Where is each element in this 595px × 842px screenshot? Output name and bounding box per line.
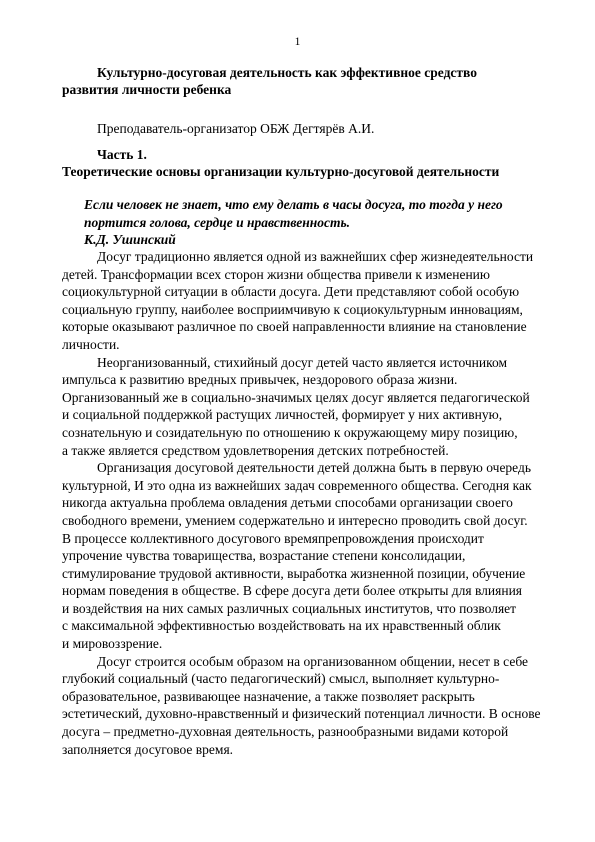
- body-line: детей. Трансформации всех сторон жизни общества привели к изменению: [62, 266, 490, 282]
- section-subtitle: Теоретические основы организации культурно-досуговой деятельности: [62, 164, 500, 179]
- part-heading: Часть 1.: [97, 147, 147, 162]
- body-line: Досуг традиционно является одной из важнейших сфер жизнедеятельности: [97, 249, 534, 264]
- body-line: глубокий социальный (часто педагогический) смысл, выполняет культурно-: [62, 671, 500, 687]
- body-line: досуга – предметно-духовная деятельность, разнообразными видами которой: [62, 724, 509, 740]
- body-line: стимулирование трудовой активности, выработка жизненной позиции, обучение: [62, 565, 526, 581]
- body-line: Неорганизованный, стихийный досуг детей часто является источником: [97, 354, 507, 370]
- body-line: нормам поведения в обществе. В сфере досуга дети более открыты для влияния: [62, 583, 523, 599]
- epigraph-line-1: Если человек не знает, что ему делать в часы досуга, то тогда у него: [84, 197, 503, 212]
- body-line: упрочение чувства товарищества, возрастание степени консолидации,: [62, 548, 466, 564]
- document-title: [62, 64, 532, 98]
- body-line: социокультурной ситуации в области досуга. Дети представляют собой особую: [62, 284, 520, 300]
- body-line: никогда актуальна проблема овладения детьми способами организации своего: [62, 495, 513, 511]
- body-line: свободного времени, умением содержательно и интересно проводить свой досуг.: [62, 512, 528, 528]
- body-line: Досуг строится особым образом на организованном общении, несет в себе: [97, 653, 529, 669]
- body-line: которые оказывают различное по своей направленности влияние на становление: [62, 319, 527, 335]
- body-line: и воздействия на них самых различных социальных институтов, что позволяет: [62, 600, 517, 616]
- body-line: социальную группу, наиболее восприимчивую к социокультурным инновациям,: [62, 301, 523, 317]
- epigraph-line-2: портится голова, сердце и нравственность.: [84, 214, 350, 230]
- title-line-2: развития личности ребенка: [62, 82, 232, 97]
- body-text: [62, 248, 540, 758]
- body-line: и социальной поддержкой растущих личностей, формирует у них активную,: [62, 407, 503, 423]
- body-line: с максимальной эффективностью воздействовать на их нравственный облик: [62, 618, 501, 634]
- body-line: импульса к развитию вредных привычек, нездорового образа жизни.: [62, 372, 458, 388]
- title-line-1: Культурно-досуговая деятельность как эффективное средство: [97, 65, 477, 80]
- body-line: и мировоззрение.: [62, 636, 163, 652]
- body-line: Организованный же в социально-значимых целях досуг является педагогической: [62, 389, 530, 405]
- author-line: Преподаватель-организатор ОБЖ Дегтярёв А.И.: [97, 121, 375, 136]
- body-line: культурной, И это одна из важнейших задач современного общества. Сегодня как: [62, 477, 532, 493]
- page-number: 1: [294, 36, 301, 48]
- body-line: а также является средством удовлетворения детских потребностей.: [62, 442, 449, 458]
- body-line: Организация досуговой деятельности детей должна быть в первую очередь: [97, 460, 532, 476]
- body-line: заполняется досуговое время.: [62, 741, 234, 757]
- body-line: эстетический, духовно-нравственный и физический потенциал личности. В основе: [62, 706, 541, 722]
- body-line: В процессе коллективного досугового времяпрепровождения происходит: [62, 530, 484, 546]
- body-line: образовательное, развивающее назначение, а также позволяет раскрыть: [62, 688, 475, 704]
- epigraph: [84, 196, 534, 249]
- body-line: личности.: [62, 336, 120, 352]
- epigraph-author: К.Д. Ушинский: [84, 232, 176, 247]
- body-line: сознательную и созидательную по отношению к окружающему миру позицию,: [62, 424, 518, 440]
